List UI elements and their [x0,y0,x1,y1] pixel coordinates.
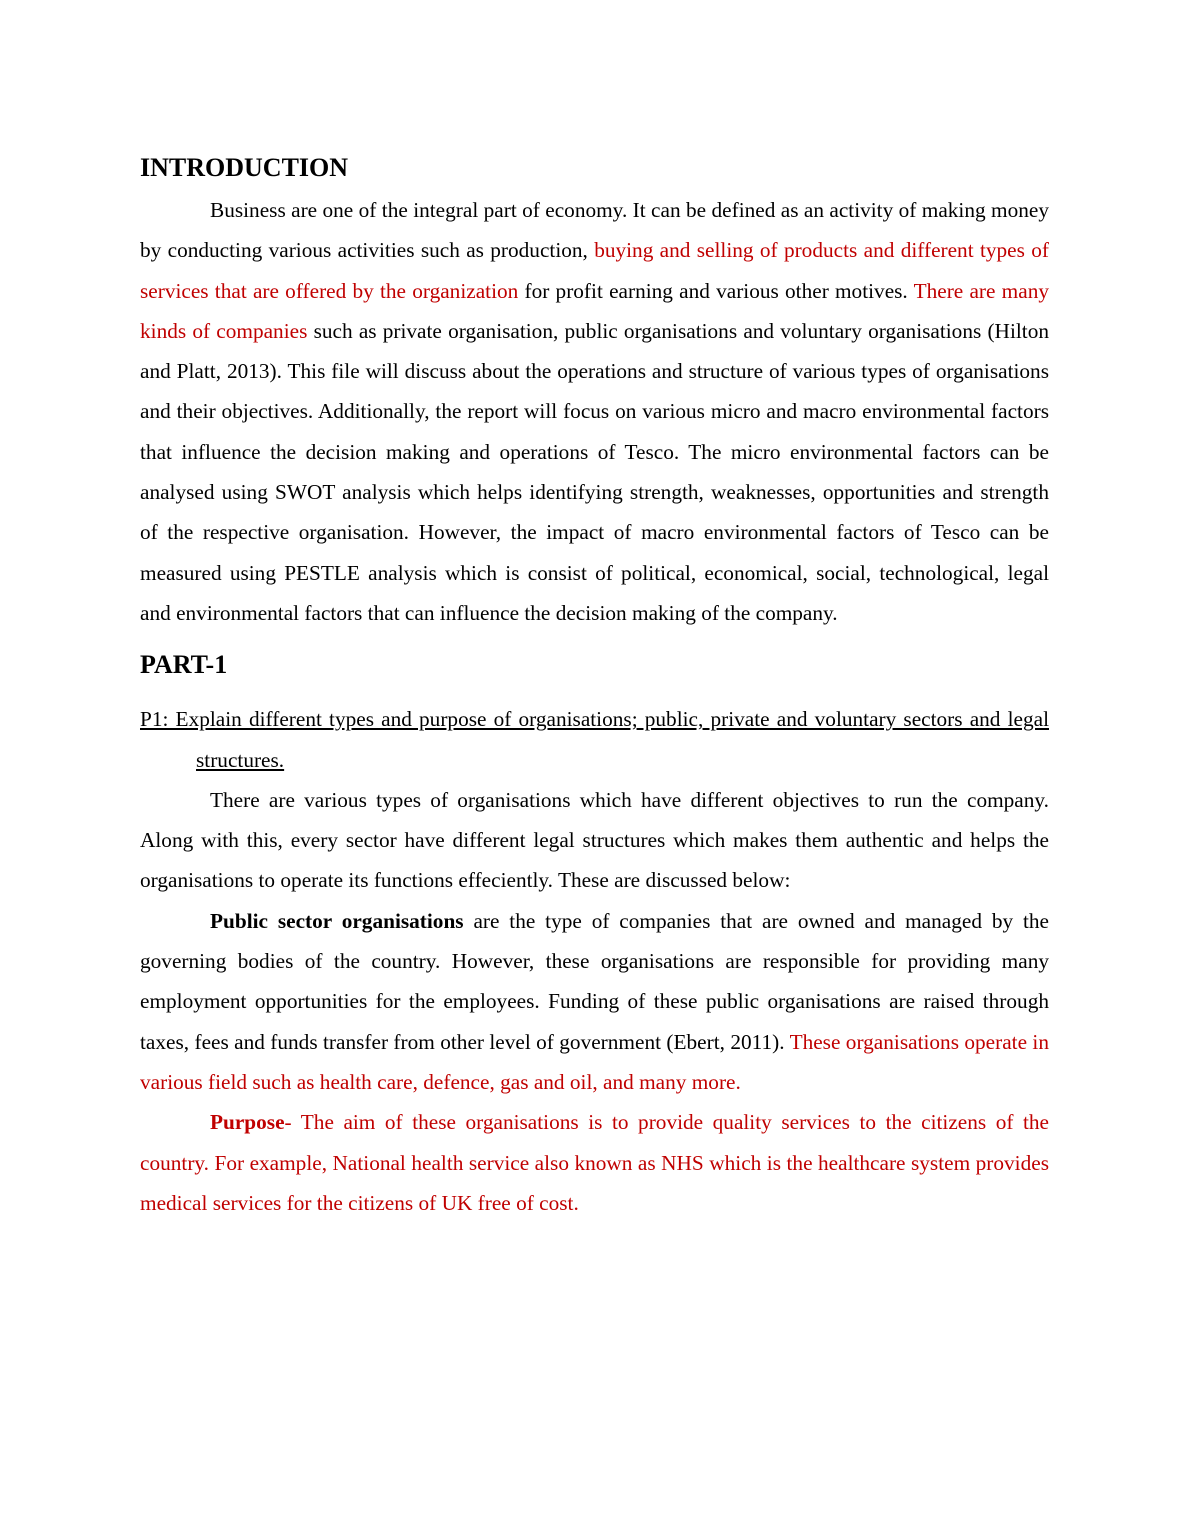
types-intro-paragraph: There are various types of organisations which have different objectives to run the company. Along with this, every sector have different legal structures which makes them authentic and helps the organisations to operate its functions effeciently. These are discussed below: [140,787,1049,893]
intro-highlight-1: buying and selling of products and different types of services that are offered by the organization [140,238,1049,303]
purpose-term: Purpose [210,1110,285,1135]
document-page [140,148,1049,1223]
introduction-heading: INTRODUCTION [140,153,349,182]
intro-text-1: Business are one of the integral part of economy. It can be defined as an activity of making money by conducting various activities such as production, [140,198,1049,263]
public-sector-highlight: These organisations operate in various field such as health care, defence, gas and oil, and many more. [140,1029,1049,1094]
intro-highlight-2: There are many kinds of companies [140,278,1049,343]
introduction-paragraph [140,190,1049,633]
purpose-paragraph [140,1102,1049,1223]
intro-text-2: for profit earning and various other motives. [518,278,914,303]
public-sector-term: Public sector organisations [210,908,464,933]
public-sector-text: are the type of companies that are owned and managed by the governing bodies of the country. However, these organisations are responsible for providing many employment opportunities for the employees. Funding of these public organisations are raised through taxes, fees and funds transfer from other level of government (Ebert, 2011). [140,908,1049,1054]
public-sector-paragraph [140,901,1049,1102]
part-1-heading: PART-1 [140,650,228,680]
intro-text-3: such as private organisation, public organisations and voluntary organisations (Hilton and Platt, 2013). This file will discuss about the operations and structure of various types of organisations and their objectives. Additionally, the report will focus on various micro and macro environmental factors that influence the decision making and operations of Tesco. The micro environmental factors can be analysed using SWOT analysis which helps identifying strength, weaknesses, opportunities and strength of the respective organisation. However, the impact of macro environmental factors of Tesco can be measured using PESTLE analysis which is consist of political, economical, social, technological, legal and environmental factors that can influence the decision making of the company. [140,318,1049,625]
purpose-text: - The aim of these organisations is to provide quality services to the citizens of the country. For example, National health service also known as NHS which is the healthcare system provides medical services for the citizens of UK free of cost. [140,1110,1049,1215]
p1-task-title: P1: Explain different types and purpose of organisations; public, private and voluntary sectors and legal structures. [140,707,1049,772]
